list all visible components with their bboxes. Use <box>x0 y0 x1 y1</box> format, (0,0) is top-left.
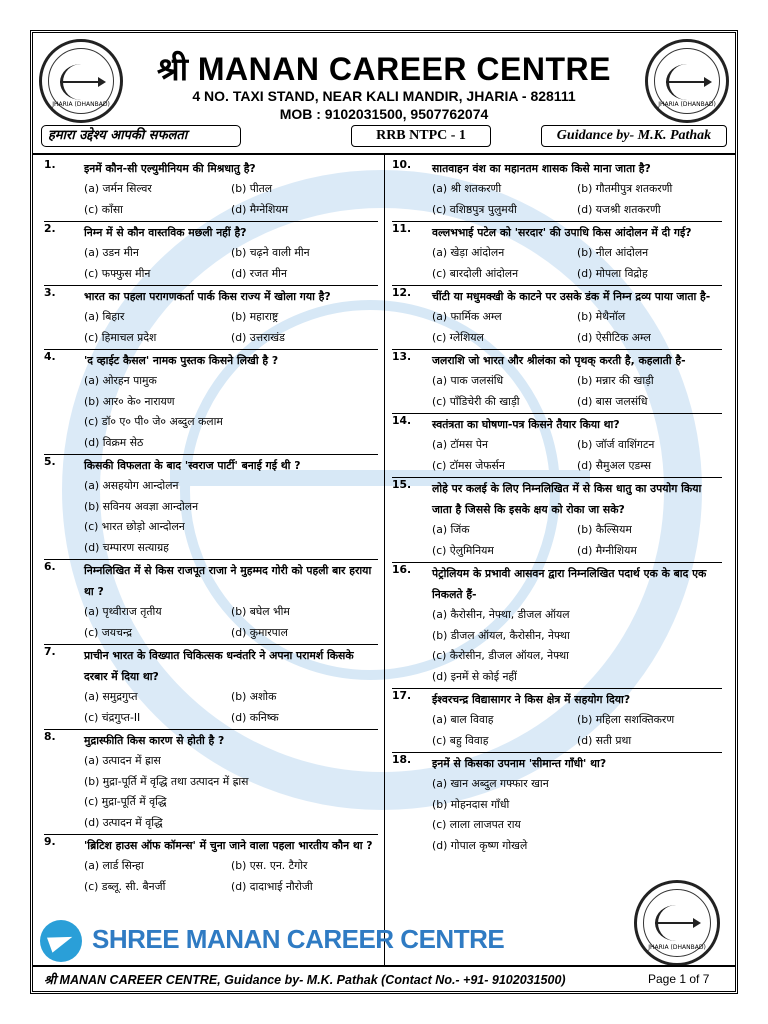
option-item: (d) विक्रम सेठ <box>84 435 144 449</box>
option-item: (a) बाल विवाह <box>432 713 494 726</box>
seal-text: JHARIA (DHANBAD) <box>658 101 716 108</box>
question-number: 16. <box>392 563 412 576</box>
option-item: (d) इनमें से कोई नहीं <box>432 669 517 683</box>
question-text: मुद्रास्फीति किस कारण से होती है ? <box>84 734 225 747</box>
question-text: वल्लभभाई पटेल को 'सरदार' की उपाधि किस आंदोलन में दी गई? <box>432 226 692 239</box>
page-number: Page 1 of 7 <box>648 972 710 986</box>
option-item: (d) कुमारपाल <box>231 625 288 639</box>
question-text: पेट्रोलियम के प्रभावी आसवन द्वारा निम्नलिखित पदार्थ एक के बाद एक निकलते हैं- <box>432 567 707 601</box>
option-item: (b) मुद्रा-पूर्ति में वृद्धि तथा उत्पादन में ह्रास <box>84 774 249 788</box>
option-item: (c) डॉ० ए० पी० जे० अब्दुल कलाम <box>84 415 223 428</box>
option-item: (d) यजश्री शतकरणी <box>577 202 661 216</box>
question-item <box>44 835 378 897</box>
option-item: (b) कैल्सियम <box>577 523 632 536</box>
option-item: (a) पृथ्वीराज तृतीय <box>84 605 162 618</box>
motto-box: हमारा उद्देश्य आपकी सफलता <box>41 125 241 147</box>
option-item: (c) फफ्फुस मीन <box>84 266 151 280</box>
option-item: (a) कैरोसीन, नेफ्था, डीजल ऑयल <box>432 608 570 621</box>
question-number: 8. <box>44 730 56 743</box>
options-list <box>84 243 378 284</box>
option-item: (b) चढ़ने वाली मीन <box>231 246 310 259</box>
question-number: 9. <box>44 835 56 848</box>
question-item <box>392 350 722 414</box>
option-item: (a) जिंक <box>432 523 470 536</box>
options-list <box>84 602 378 643</box>
question-text: जलराशि जो भारत और श्रीलंका को पृथक् करती है, कहलाती है- <box>432 354 686 367</box>
option-item: (c) चंद्रगुप्त-II <box>84 710 141 724</box>
logo-seal-bottom <box>634 880 720 966</box>
logo-seal-right <box>645 39 729 123</box>
question-item <box>44 350 378 455</box>
question-item <box>44 222 378 286</box>
option-item: (a) खान अब्दुल गफ्फार खान <box>432 777 549 790</box>
question-item <box>392 286 722 350</box>
option-item: (d) रजत मीन <box>231 266 287 280</box>
option-item: (a) जर्मन सिल्वर <box>84 182 152 195</box>
option-item: (c) कैरोसीन, डीजल ऑयल, नेफ्था <box>432 649 569 662</box>
question-number: 15. <box>392 478 412 491</box>
left-question-column <box>44 158 378 897</box>
option-item: (b) मोहनदास गाँधी <box>432 797 510 811</box>
question-number: 1. <box>44 158 56 171</box>
question-number: 13. <box>392 350 412 363</box>
option-item: (b) बघेल भीम <box>231 605 290 618</box>
option-item: (d) गोपाल कृष्ण गोखले <box>432 838 528 852</box>
question-number: 5. <box>44 455 56 468</box>
option-item: (a) पाक जलसंधि <box>432 374 504 387</box>
option-item: (b) गौतमीपुत्र शतकरणी <box>577 182 673 195</box>
option-item: (b) एस. एन. टैगोर <box>231 859 308 872</box>
question-number: 12. <box>392 286 412 299</box>
brand-title: श्री MANAN CAREER CENTRE <box>157 51 611 87</box>
option-item: (b) आर० के० नारायण <box>84 394 175 408</box>
question-number: 4. <box>44 350 56 363</box>
options-list <box>84 751 378 833</box>
options-list <box>84 856 378 897</box>
question-number: 11. <box>392 222 412 235</box>
option-item: (c) लाला लाजपत राय <box>432 818 521 831</box>
seal-text: JHARIA (DHANBAD) <box>52 101 110 108</box>
option-item: (a) उत्पादन में ह्रास <box>84 754 161 767</box>
question-item <box>392 158 722 222</box>
option-item: (c) जयचन्द्र <box>84 625 132 639</box>
options-list <box>432 243 722 284</box>
question-item <box>392 563 722 689</box>
option-item: (d) उत्पादन में वृद्धि <box>84 815 163 829</box>
question-text: निम्न में से कौन वास्तविक मछली नहीं है? <box>84 226 247 239</box>
question-text: स्वतंत्रता का घोषणा-पत्र किसने तैयार किया था? <box>432 418 620 431</box>
telegram-icon <box>40 920 82 962</box>
options-list <box>432 774 722 856</box>
option-item: (b) पीतल <box>231 182 273 195</box>
option-item: (d) ऐसीटिक अम्ल <box>577 330 651 344</box>
option-item: (a) ओरहन पामुक <box>84 374 157 387</box>
question-item <box>392 222 722 286</box>
question-text: निम्नलिखित में से किस राजपूत राजा ने मुहम्मद गोरी को पहली बार हराया था ? <box>84 564 372 598</box>
option-item: (d) मैग्नेशियम <box>231 202 289 216</box>
option-item: (b) मन्नार की खाड़ी <box>577 374 654 387</box>
option-item: (c) बारदोली आंदोलन <box>432 266 519 280</box>
arrow-icon <box>655 922 699 924</box>
question-text: प्राचीन भारत के विख्यात चिकित्सक धन्वंतरि ने अपना परामर्श किसके दरबार में दिया था? <box>84 649 354 683</box>
mobile-numbers: MOB : 9102031500, 9507762074 <box>279 106 489 122</box>
option-item: (d) उत्तराखंड <box>231 330 285 344</box>
option-item: (b) डीजल ऑयल, कैरोसीन, नेफ्था <box>432 628 570 642</box>
question-text: सातवाहन वंश का महानतम शासक किसे माना जाता है? <box>432 162 651 175</box>
option-item: (a) टॉमस पेन <box>432 438 489 451</box>
question-number: 18. <box>392 753 412 766</box>
question-item <box>392 414 722 478</box>
option-item: (c) बहु विवाह <box>432 733 489 747</box>
question-item <box>44 158 378 222</box>
address: 4 NO. TAXI STAND, NEAR KALI MANDIR, JHARIA - 828111 <box>192 88 576 104</box>
question-item <box>392 753 722 856</box>
banner-text: SHREE MANAN CAREER CENTRE <box>92 924 505 954</box>
question-text: 'ब्रिटिश हाउस ऑफ कॉमन्स' में चुना जाने वाला पहला भारतीय कौन था ? <box>84 839 373 852</box>
option-item: (c) काँसा <box>84 202 123 216</box>
question-text: लोहे पर कलई के लिए निम्नलिखित में से किस धातु का उपयोग किया जाता है जिससे कि इसके क्षय को रोका जा सके? <box>432 482 702 516</box>
options-list <box>84 687 378 728</box>
question-text: किसकी विफलता के बाद 'स्वराज पार्टी' बनाई गई थी ? <box>84 459 301 472</box>
option-item: (c) भारत छोड़ो आन्दोलन <box>84 520 185 533</box>
exam-title: RRB NTPC - 1 <box>351 125 491 147</box>
question-number: 17. <box>392 689 412 702</box>
option-item: (c) वशिष्ठपुत्र पुलुमयी <box>432 202 517 216</box>
options-list <box>84 371 378 453</box>
option-item: (b) अशोक <box>231 690 277 703</box>
question-text: 'द व्हाईट कैसल' नामक पुस्तक किसने लिखी है ? <box>84 354 279 367</box>
options-list <box>84 179 378 220</box>
option-item: (b) सविनय अवज्ञा आन्दोलन <box>84 499 199 513</box>
option-item: (c) ऐलुमिनियम <box>432 543 494 557</box>
options-list <box>432 520 722 561</box>
option-item: (b) जॉर्ज वाशिंगटन <box>577 438 655 451</box>
question-item <box>44 286 378 350</box>
option-item: (c) मुद्रा-पूर्ति में वृद्धि <box>84 795 167 808</box>
option-item: (d) चम्पारण सत्याग्रह <box>84 540 169 554</box>
option-item: (d) बास जलसंधि <box>577 394 648 408</box>
question-text: चींटी या मधुमक्खी के काटने पर उसके डंक में निम्न द्रव्य पाया जाता है- <box>432 290 711 303</box>
option-item: (c) टॉमस जेफर्सन <box>432 458 505 472</box>
question-number: 7. <box>44 645 56 658</box>
option-item: (b) महाराष्ट्र <box>231 310 279 323</box>
option-item: (a) समुद्रगुप्त <box>84 690 138 703</box>
options-list <box>84 476 378 558</box>
option-item: (c) ग्लेशियल <box>432 330 484 344</box>
options-list <box>84 307 378 348</box>
option-item: (a) बिहार <box>84 310 125 323</box>
question-text: ईश्वरचन्द्र विद्यासागर ने किस क्षेत्र में सहयोग दिया? <box>432 693 631 706</box>
question-item <box>44 455 378 560</box>
question-item <box>44 730 378 835</box>
header <box>33 33 735 153</box>
question-number: 10. <box>392 158 412 171</box>
option-item: (b) मेथैनॉल <box>577 310 626 323</box>
option-item: (d) कनिष्क <box>231 710 279 724</box>
options-list <box>432 307 722 348</box>
options-list <box>432 371 722 412</box>
promo-banner <box>38 918 505 964</box>
column-divider <box>384 155 385 965</box>
options-list <box>432 605 722 687</box>
seal-text: JHARIA (DHANBAD) <box>648 944 706 951</box>
options-list <box>432 710 722 751</box>
option-item: (b) नील आंदोलन <box>577 246 649 259</box>
question-text: इनमें कौन-सी एल्युमीनियम की मिश्रधातु है? <box>84 162 256 175</box>
question-item <box>44 560 378 645</box>
question-text: इनमें से किसका उपनाम 'सीमान्त गाँधी' था? <box>432 757 607 770</box>
option-item: (d) मोपला विद्रोह <box>577 266 648 280</box>
question-number: 6. <box>44 560 56 573</box>
option-item: (a) फार्मिक अम्ल <box>432 310 502 323</box>
option-item: (c) हिमाचल प्रदेश <box>84 330 157 344</box>
guidance-box: Guidance by- M.K. Pathak <box>541 125 727 147</box>
question-number: 3. <box>44 286 56 299</box>
options-list <box>432 179 722 220</box>
footer-text: श्री MANAN CAREER CENTRE, Guidance by- M.K. Pathak (Contact No.- +91- 9102031500) <box>44 973 566 987</box>
option-item: (a) लार्ड सिन्हा <box>84 859 144 872</box>
option-item: (d) मैग्नीशियम <box>577 543 637 557</box>
option-item: (c) डब्लू. सी. बैनर्जी <box>84 879 166 893</box>
question-item <box>392 478 722 563</box>
option-item: (a) श्री शतकरणी <box>432 182 502 195</box>
footer-rule <box>33 965 735 967</box>
option-item: (d) दादाभाई नौरोजी <box>231 879 313 893</box>
question-item <box>44 645 378 730</box>
option-item: (d) सती प्रथा <box>577 733 632 747</box>
option-item: (a) असहयोग आन्दोलन <box>84 479 179 492</box>
question-number: 2. <box>44 222 56 235</box>
option-item: (a) खेड़ा आंदोलन <box>432 246 505 259</box>
option-item: (a) उडन मीन <box>84 246 139 259</box>
right-question-column <box>392 158 722 856</box>
option-item: (b) महिला सशक्तिकरण <box>577 713 675 726</box>
option-item: (c) पॉंडिचेरी की खाड़ी <box>432 394 520 408</box>
arrow-icon <box>666 81 710 83</box>
options-list <box>432 435 722 476</box>
question-number: 14. <box>392 414 412 427</box>
question-text: भारत का पहला परागणकर्ता पार्क किस राज्य में खोला गया है? <box>84 290 331 303</box>
option-item: (d) सैमुअल एडम्स <box>577 458 652 472</box>
question-item <box>392 689 722 753</box>
